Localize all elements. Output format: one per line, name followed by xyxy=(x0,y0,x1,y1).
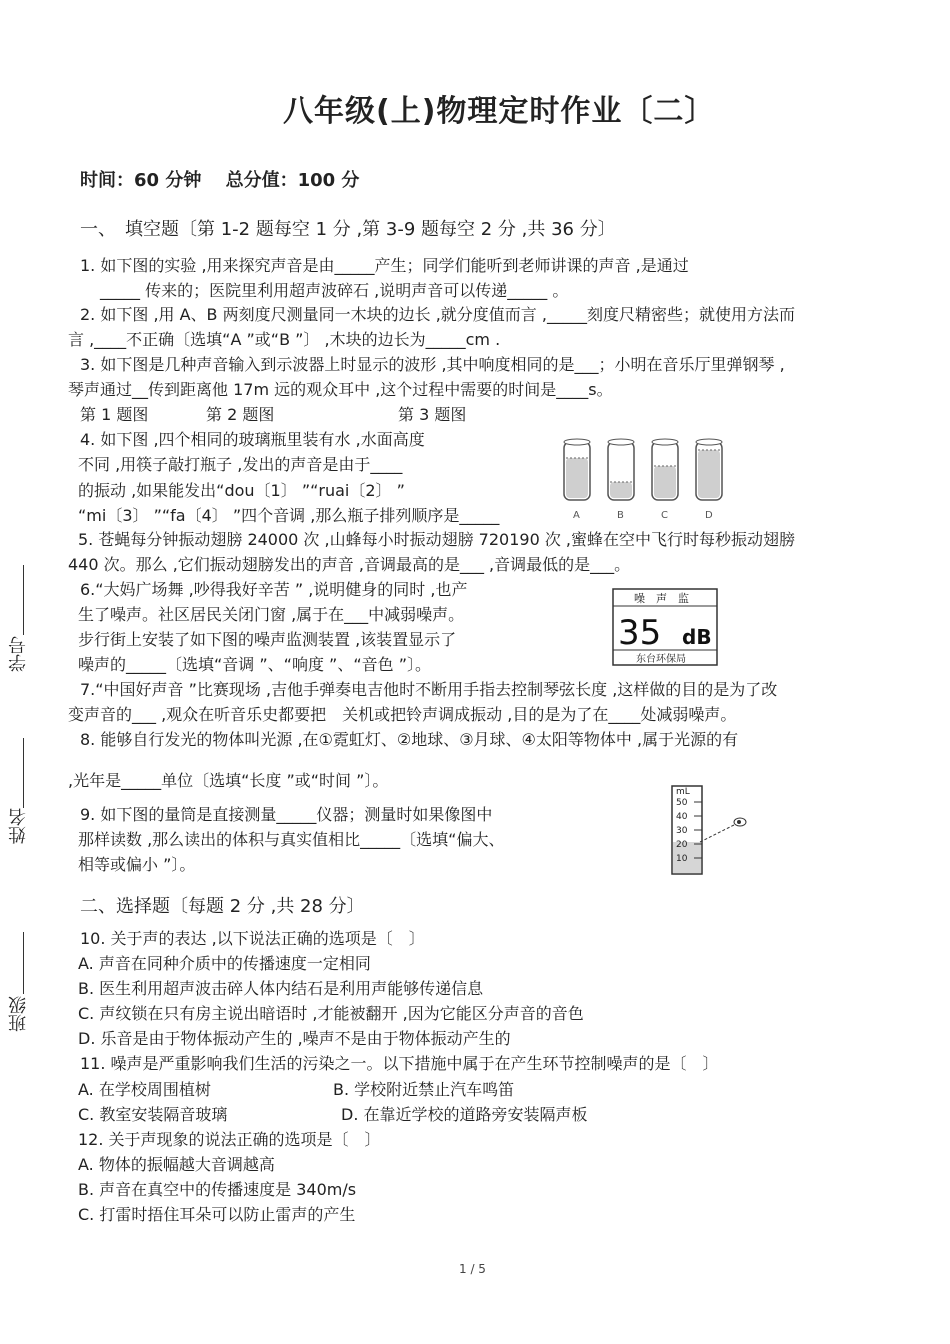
bottle-label-d: D xyxy=(705,510,713,521)
q11-option-c: C. 教室安装隔音玻璃 xyxy=(78,1105,228,1124)
q9-line3: 相等或偏小 ”〕。 xyxy=(78,855,196,874)
section-1-heading: 一、 填空题〔第 1-2 题每空 1 分 ,第 3-9 题每空 2 分 ,共 36 分〕 xyxy=(80,219,616,240)
cylinder-unit: mL xyxy=(676,787,690,797)
q7-line1: 7.“中国好声音 ”比赛现场 ,吉他手弹奏电吉他时不断用手指去控制琴弦长度 ,这样做的目的是为了改 xyxy=(80,680,778,699)
bottle-label-c: C xyxy=(661,510,668,521)
q11-option-b: B. 学校附近禁止汽车鸣笛 xyxy=(333,1080,515,1099)
monitor-header: 噪 声 监 xyxy=(634,592,689,605)
q10-option-a: A. 声音在同种介质中的传播速度一定相同 xyxy=(78,954,371,973)
q6-line1: 6.“大妈广场舞 ,吵得我好辛苦 ” ,说明健身的同时 ,也产 xyxy=(80,580,468,599)
q2-line2: 言 ,____不正确〔选填“A ”或“B ”〕 ,木块的边长为_____cm . xyxy=(68,330,501,349)
monitor-value: 35 xyxy=(618,613,662,653)
q12-option-c: C. 打雷时捂住耳朵可以防止雷声的产生 xyxy=(78,1205,356,1224)
cylinder-tick-50: 50 xyxy=(676,798,688,808)
fig-label-3: 第 3 题图 xyxy=(398,405,467,424)
bottle-d xyxy=(696,439,722,500)
q12-option-a: A. 物体的振幅越大音调越高 xyxy=(78,1155,275,1174)
q9-line1: 9. 如下图的量筒是直接测量_____仪器；测量时如果像图中 xyxy=(80,805,493,824)
cylinder-tick-30: 30 xyxy=(676,826,688,836)
q2-line1: 2. 如下图 ,用 A、B 两刻度尺测量同一木块的边长 ,就分度值而言 ,_____刻度尺精密些；就使用方法而 xyxy=(80,305,795,324)
bottle-a xyxy=(564,439,590,500)
q8-line2: ,光年是_____单位〔选填“长度 ”或“时间 ”〕。 xyxy=(68,771,389,790)
monitor-unit: dB xyxy=(682,625,712,649)
q11-stem: 11. 噪声是严重影响我们生活的污染之一。以下措施中属于在产生环节控制噪声的是〔 〕 xyxy=(80,1054,719,1073)
cylinder-tick-10: 10 xyxy=(676,854,688,864)
side-line-xingming xyxy=(23,738,24,808)
q6-line2: 生了噪声。社区居民关闭门窗 ,属于在___中减弱噪声。 xyxy=(78,605,465,624)
monitor-footer: 东台环保局 xyxy=(636,654,686,665)
q4-line4: “mi〔3〕 ”“fa〔4〕 ”四个音调 ,那么瓶子排列顺序是_____ xyxy=(78,506,500,525)
q11-option-a: A. 在学校周围植树 xyxy=(78,1080,211,1099)
q12-option-b: B. 声音在真空中的传播速度是 340m/s xyxy=(78,1180,357,1199)
q4-line2: 不同 ,用筷子敲打瓶子 ,发出的声音是由于____ xyxy=(78,455,403,474)
q6-line3: 步行街上安装了如下图的噪声监测装置 ,该装置显示了 xyxy=(78,630,457,649)
q5-line1: 5. 苍蝇每分钟振动翅膀 24000 次 ,山蜂每小时振动翅膀 720190 次 ,蜜蜂在空中飞行时每秒振动翅膀 xyxy=(78,530,796,549)
noise-monitor-figure xyxy=(612,588,718,666)
q1-line2: _____ 传来的；医院里利用超声波碎石 ,说明声音可以传递_____ 。 xyxy=(100,281,569,300)
bottles-figure xyxy=(558,436,730,522)
q3-line1: 3. 如下图是几种声音输入到示波器上时显示的波形 ,其中响度相同的是___；小明在音乐厅里弹钢琴 , xyxy=(80,355,785,374)
cylinder-tick-40: 40 xyxy=(676,812,688,822)
q1-line1: 1. 如下图的实验 ,用来探究声音是由_____产生；同学们能听到老师讲课的声音 ,是通过 xyxy=(80,256,689,275)
page-title: 八年级(上)物理定时作业〔二〕 xyxy=(283,94,716,129)
q7-line2: 变声音的___ ,观众在听音乐史都要把 关机或把铃声调成振动 ,目的是为了在____处减弱噪声。 xyxy=(68,705,737,724)
q6-line4: 噪声的_____〔选填“音调 ”、“响度 ”、“音色 ”〕。 xyxy=(78,655,431,674)
q10-option-d: D. 乐音是由于物体振动产生的 ,噪声不是由于物体振动产生的 xyxy=(78,1029,511,1048)
fig-label-2: 第 2 题图 xyxy=(206,405,275,424)
q9-line2: 那样读数 ,那么读出的体积与真实值相比_____〔选填“偏大、 xyxy=(78,830,505,849)
bottle-c xyxy=(652,439,678,500)
side-line-banji xyxy=(23,932,24,994)
q10-stem: 10. 关于声的表达 ,以下说法正确的选项是〔 〕 xyxy=(80,929,425,948)
side-label-xingming: 姓名 xyxy=(8,808,29,844)
bottle-b xyxy=(608,439,634,500)
q8-line1: 8. 能够自行发光的物体叫光源 ,在①霓虹灯、②地球、③月球、④太阳等物体中 ,属于光源的有 xyxy=(80,730,739,749)
q4-line3: 的振动 ,如果能发出“dou〔1〕 ”“ruai〔2〕 ” xyxy=(78,481,405,500)
cylinder-tick-20: 20 xyxy=(676,840,688,850)
q5-line2: 440 次。那么 ,它们振动翅膀发出的声音 ,音调最高的是___ ,音调最低的是___。 xyxy=(68,555,631,574)
side-label-banji: 班级 xyxy=(8,996,29,1032)
fig-label-1: 第 1 题图 xyxy=(80,405,149,424)
section-2-heading: 二、选择题〔每题 2 分 ,共 28 分〕 xyxy=(80,896,365,917)
side-label-xuehao: 学号 xyxy=(8,636,29,672)
sight-line xyxy=(700,824,736,842)
bottle-label-a: A xyxy=(573,510,580,521)
q12-stem: 12. 关于声现象的说法正确的选项是〔 〕 xyxy=(78,1130,381,1149)
q3-line2: 琴声通过__传到距离他 17m 远的观众耳中 ,这个过程中需要的时间是____s。 xyxy=(68,380,613,399)
page-number: 1 / 5 xyxy=(459,1262,486,1276)
eye-icon xyxy=(734,818,746,826)
q11-option-d: D. 在靠近学校的道路旁安装隔声板 xyxy=(341,1105,588,1124)
q10-option-c: C. 声纹锁在只有房主说出暗语时 ,才能被翻开 ,因为它能区分声音的音色 xyxy=(78,1004,584,1023)
bottle-label-b: B xyxy=(617,510,624,521)
q4-line1: 4. 如下图 ,四个相同的玻璃瓶里装有水 ,水面高度 xyxy=(80,430,425,449)
measuring-cylinder-figure xyxy=(660,782,756,878)
exam-info: 时间：60 分钟 总分值：100 分 xyxy=(80,170,360,191)
q10-option-b: B. 医生利用超声波击碎人体内结石是利用声能够传递信息 xyxy=(78,979,484,998)
side-line-xuehao xyxy=(23,565,24,635)
